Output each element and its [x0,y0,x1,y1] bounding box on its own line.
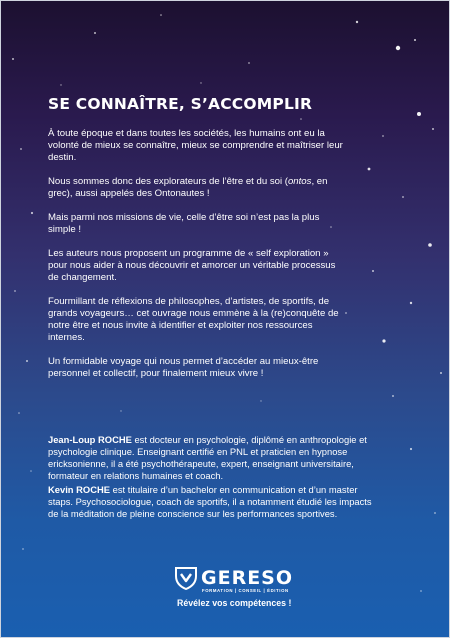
publisher-subtitle: FORMATION | CONSEIL | ÉDITION [202,588,289,593]
author-bio-kevin: Kevin ROCHE est titulaire d’un bachelor en communication et d’un master staps. Psychosociologue, coach de sportifs, il a notamment étudié les impacts de la méditation de pleine conscience sur les performances sportives. [48,484,372,519]
program-paragraph: Les auteurs nous proposent un programme de « self exploration » pour nous aider à nous découvrir et amorcer un véritable processus de changement. [48,248,336,283]
intro-paragraph: À toute époque et dans toutes les sociétés, les humains ont eu la volonté de mieux se connaître, mieux se comprendre et maîtriser leur destin. [48,128,343,163]
blurb [48,95,348,392]
mission-paragraph: Mais parmi nos missions de vie, celle d’être soi n’est pas la plus simple ! [48,212,320,235]
journey-paragraph: Un formidable voyage qui nous permet d’accéder au mieux-être personnel et collectif, pour finalement mieux vivre ! [48,356,319,379]
author-bio-jean-loup: Jean-Loup ROCHE est docteur en psychologie, diplômé en anthropologie et psychologie clinique. Enseignant certifié en PNL et praticien en hypnose ericksonienne, il a été psychothérapeute, expert, enseignant universitaire, formateur en relations humaines et coach. [48,434,367,481]
publisher-logo [175,566,325,608]
gereso-shield-icon [175,566,197,590]
reflections-paragraph: Fourmillant de réflexions de philosophes, d’artistes, de sportifs, de grands voyageurs… cet ouvrage nous emmène à la (re)conquête de notre être et nous invite à identifier et exploiter nos ressources internes. [48,296,339,343]
explorers-paragraph: Nous sommes donc des explorateurs de l’être et du soi (ontos, en grec), aussi appelés des Ontonautes ! [48,176,328,199]
page-title: SE CONNAÎTRE, S’ACCOMPLIR [48,95,313,113]
author-bios [48,434,378,522]
publisher-tagline: Révélez vos compétences ! [177,598,292,608]
publisher-name: GERESO [201,567,294,589]
